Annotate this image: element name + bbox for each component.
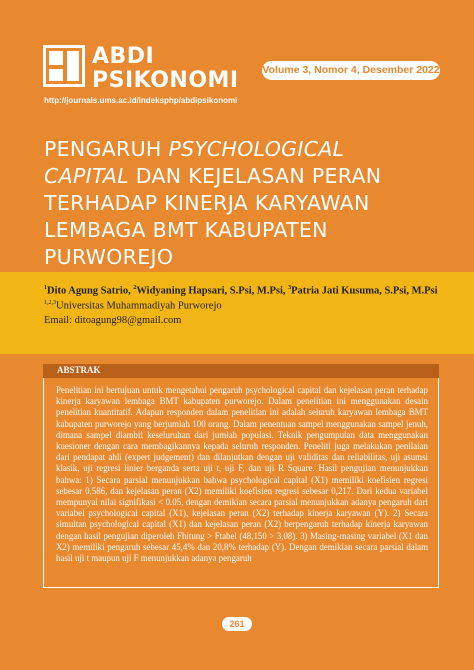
abstract-header — [43, 364, 439, 378]
article-title — [44, 136, 464, 271]
page-number: 261 — [222, 617, 252, 631]
author-3: Patria Jati Kusuma, S.Psi, M.Psi — [291, 285, 438, 297]
affiliation: $^{1,2,3}$Universitas Muhammadiyah Purworejo — [44, 300, 222, 312]
journal-name — [92, 44, 239, 94]
title-line-5: PURWOREJO — [44, 245, 174, 269]
title-line-2: CAPITAL DAN KEJELASAN PERAN — [44, 164, 382, 188]
title-line-1: PENGARUH PSYCHOLOGICAL — [44, 137, 345, 161]
journal-logo-icon — [43, 45, 85, 87]
author-list: $^1$Dito Agung Satrio, $^2$Widyaning Hapsari, S.Psi, M.Psi, $^3$Patria Jati Kusuma, S.Psi, M.Psi — [44, 285, 438, 297]
journal-name-line1: ABDI — [92, 44, 155, 69]
author-2: Widyaning Hapsari, S.Psi, M.Psi, — [136, 285, 289, 297]
journal-name-line2: PSIKONOMI — [92, 68, 239, 93]
title-line-4: LEMBAGA BMT KABUPATEN — [44, 218, 328, 242]
issue-badge: Volume 3, Nomor 4, Desember 2022 — [262, 61, 440, 80]
abstract-heading: ABSTRAK — [57, 365, 101, 375]
author-email[interactable]: Email: ditoagung98@gmail.com — [44, 315, 182, 326]
author-1: Dito Agung Satrio, — [47, 285, 134, 297]
abstract-body: Penelitian ini bertujuan untuk mengetahui pengaruh psychological capital dan kejelasan peran terhadap kinerja karyawan lembaga BMT kabupaten purworejo. Dalam penelitian ini menggunakan desain penelitian kuantitatif. Adapun responden dalam penelitian ini adalah seluruh karyawan lembaga BMT kabupaten purworejo yang berjumlah 100 orang. Dalam penentuan sampel menggunakan sampel jenuh, dimana sampel diambil keseluruhan dari jumlah populasi. Teknik pengumpulan data menggunakan kuesioner dengan cara membagikannya kepada seluruh responden. Peneliti juga melakukan penilaian dari pendapat ahli (expert judgement) dan dilanjutkan dengan uji validitas dan reliabilitas, uji asumsi klasik, uji regresi linier berganda serta uji t, uji F, dan uji R Square. Hasil pengujian menunjukkan bahwa: 1) Secara parsial menunjukkan bahwa psychological capital (X1) memiliki koefisien regresi sebesar 0,586, dan kejelasan peran (X2) memiliki koefisien regresi sebesar 0,217. Dari kedua variabel mempunyai nilai signifikasi < 0.05, dengan demikian secara parsial menunjukkan adanya pengaruh dari variabel psychological capital (X1), kejelasan peran (X2) terhadap kinerja karyawan (Y). 2) Secara simultan psychological capital (X1) dan kejelasan peran (X2) berpengaruh terhadap kinerja karyawan dengan hasil pengujian diperoleh Fhitung > Ftabel (48,150 > 3,08). 3) Masing-masing variabel (X1 dan X2) memiliki pengaruh sebesar 45,4% dan 20,8% terhadap (Y). Dengan demikian secara parsial dalam hasil uji t maupun uji F menunjukkan adanya pengaruh — [56, 385, 428, 564]
title-line-3: TERHADAP KINERJA KARYAWAN — [44, 191, 370, 215]
journal-url[interactable]: http://journals.ums.ac.id/indeksphp/abdipsikonomi — [44, 96, 238, 105]
